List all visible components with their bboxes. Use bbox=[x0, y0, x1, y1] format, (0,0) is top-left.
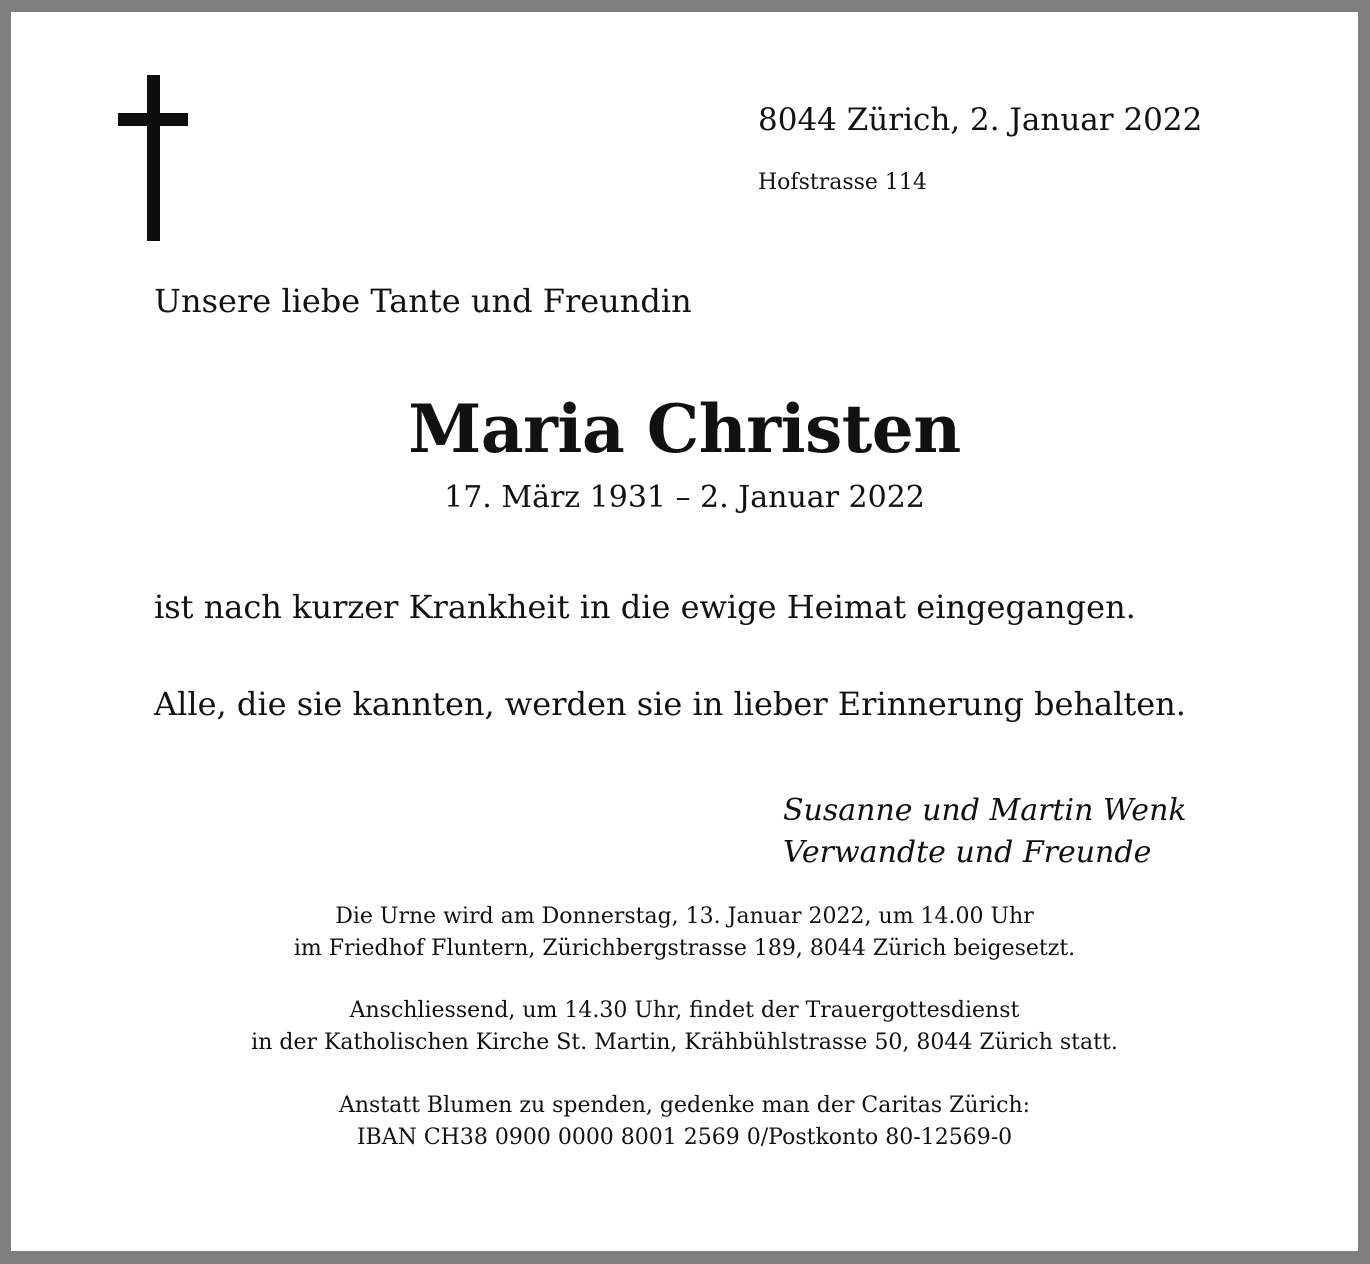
address: Hofstrasse 114 bbox=[758, 170, 927, 195]
service-info-line: Anschliessend, um 14.30 Uhr, findet der Trauergottesdienst bbox=[349, 998, 1020, 1023]
deceased-name: Maria Christen bbox=[408, 390, 961, 468]
cross-horizontal-bar bbox=[118, 113, 188, 126]
burial-info-line: im Friedhof Fluntern, Zürichbergstrasse 189, 8044 Zürich beigesetzt. bbox=[293, 936, 1076, 961]
mourner-name: Susanne und Martin Wenk bbox=[783, 793, 1187, 828]
cross-icon bbox=[118, 75, 188, 241]
donation-info-line: IBAN CH38 0900 0000 8001 2569 0/Postkonto 80-12569-0 bbox=[356, 1125, 1013, 1150]
donation-info-line: Anstatt Blumen zu spenden, gedenke man der Caritas Zürich: bbox=[338, 1093, 1031, 1118]
place-and-date: 8044 Zürich, 2. Januar 2022 bbox=[758, 102, 1203, 138]
cross-vertical-bar bbox=[147, 75, 160, 241]
obituary-notice bbox=[11, 12, 1358, 1251]
remembrance-text: Alle, die sie kannten, werden sie in lieber Erinnerung behalten. bbox=[154, 685, 1186, 723]
burial-info-line: Die Urne wird am Donnerstag, 13. Januar 2022, um 14.00 Uhr bbox=[335, 904, 1034, 929]
life-dates: 17. März 1931 – 2. Januar 2022 bbox=[444, 480, 925, 515]
mourner-name: Verwandte und Freunde bbox=[783, 835, 1152, 870]
service-info-line: in der Katholischen Kirche St. Martin, Krähbühlstrasse 50, 8044 Zürich statt. bbox=[251, 1030, 1118, 1055]
passing-text: ist nach kurzer Krankheit in die ewige Heimat eingegangen. bbox=[154, 588, 1136, 626]
intro-text: Unsere liebe Tante und Freundin bbox=[154, 282, 692, 320]
